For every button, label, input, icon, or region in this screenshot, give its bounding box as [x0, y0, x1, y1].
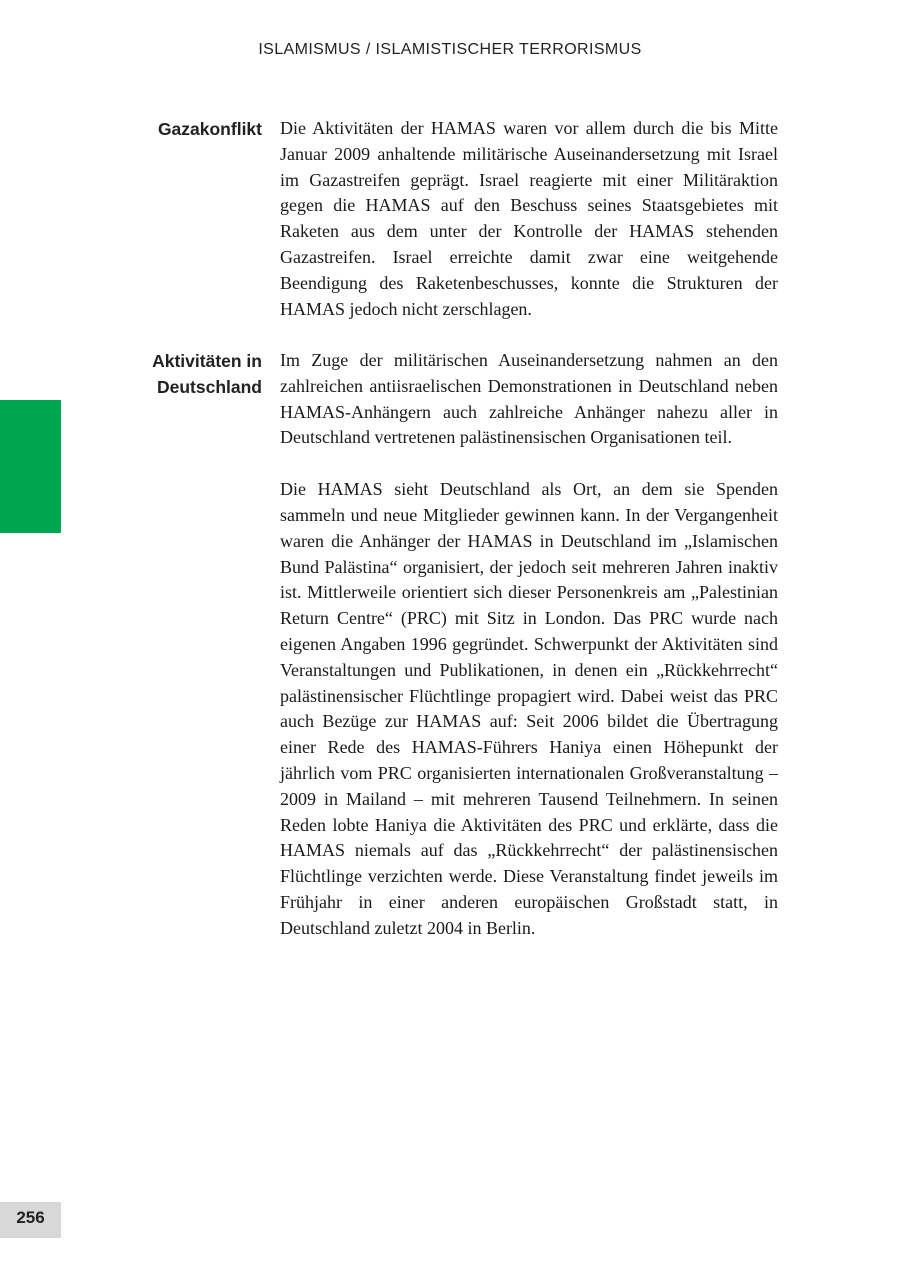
heading-line: Deutschland — [156, 377, 262, 397]
heading-line: Aktivitäten in — [152, 351, 262, 371]
section-heading-gazakonflikt: Gazakonflikt — [157, 119, 262, 139]
page-number: 256 — [16, 1208, 45, 1227]
paragraph: Die HAMAS sieht Deutschland als Ort, an dem sie Spenden sammeln und neue Mitglieder gewinnen kann. In der Vergangenheit waren die Anhänger der HAMAS in Deutschland im „Islamischen Bund Palästina“ organisiert, der jedoch seit mehreren Jahren inaktiv ist. Mittlerweile orientiert sich dieser Personenkreis am „Palestinian Return Centre“ (PRC) mit Sitz in London. Das PRC wurde nach eigenen Angaben 1996 gegründet. Schwerpunkt der Aktivitäten sind Veranstaltungen und Publikationen, in denen ein „Rückkehrrecht“ palästinensischer Flüchtlinge propagiert wird. Dabei weist das PRC auch Bezüge zur HAMAS auf: Seit 2006 bildet die Übertragung einer Rede des HAMAS-Führers Haniya einen Höhepunkt der jährlich vom PRC organisierten internationalen Großveranstaltung – 2009 in Mailand – mit mehreren Tausend Teilnehmern. In seinen Reden lobte Haniya die Aktivitäten des PRC und erklärte, dass die HAMAS niemals auf das „Rückkehrrecht“ der palästinensischen Flüchtlinge verzichten werde. Diese Veranstaltung findet jeweils im Frühjahr in einer anderen europäischen Großstadt statt, in Deutschland zuletzt 2004 in Berlin. — [280, 479, 778, 938]
section-body-aktivitaeten — [280, 348, 778, 942]
paragraph: Die Aktivitäten der HAMAS waren vor allem durch die bis Mitte Januar 2009 anhaltende militärische Auseinandersetzung mit Israel im Gazastreifen geprägt. Israel reagierte mit einer Militäraktion gegen die HAMAS auf den Beschuss seines Staatsgebietes mit Raketen aus dem unter der Kontrolle der HAMAS stehenden Gazastreifen. Israel erreichte damit zwar eine weitgehende Beendigung des Raketenbeschusses, konnte die Strukturen der HAMAS jedoch nicht zerschlagen. — [280, 118, 778, 319]
running-header: ISLAMISMUS / ISLAMISTISCHER TERRORISMUS — [258, 41, 642, 58]
chapter-tab-marker — [0, 400, 61, 533]
section-heading-aktivitaeten — [112, 348, 262, 400]
paragraph: Im Zuge der militärischen Auseinandersetzung nahmen an den zahlreichen antiisraelischen Demonstrationen in Deutschland neben HAMAS-Anhängern auch zahlreiche Anhänger nahezu aller in Deutschland vertretenen palästinensischen Organisationen teil. — [280, 350, 778, 448]
section-body-gazakonflikt — [280, 116, 778, 322]
